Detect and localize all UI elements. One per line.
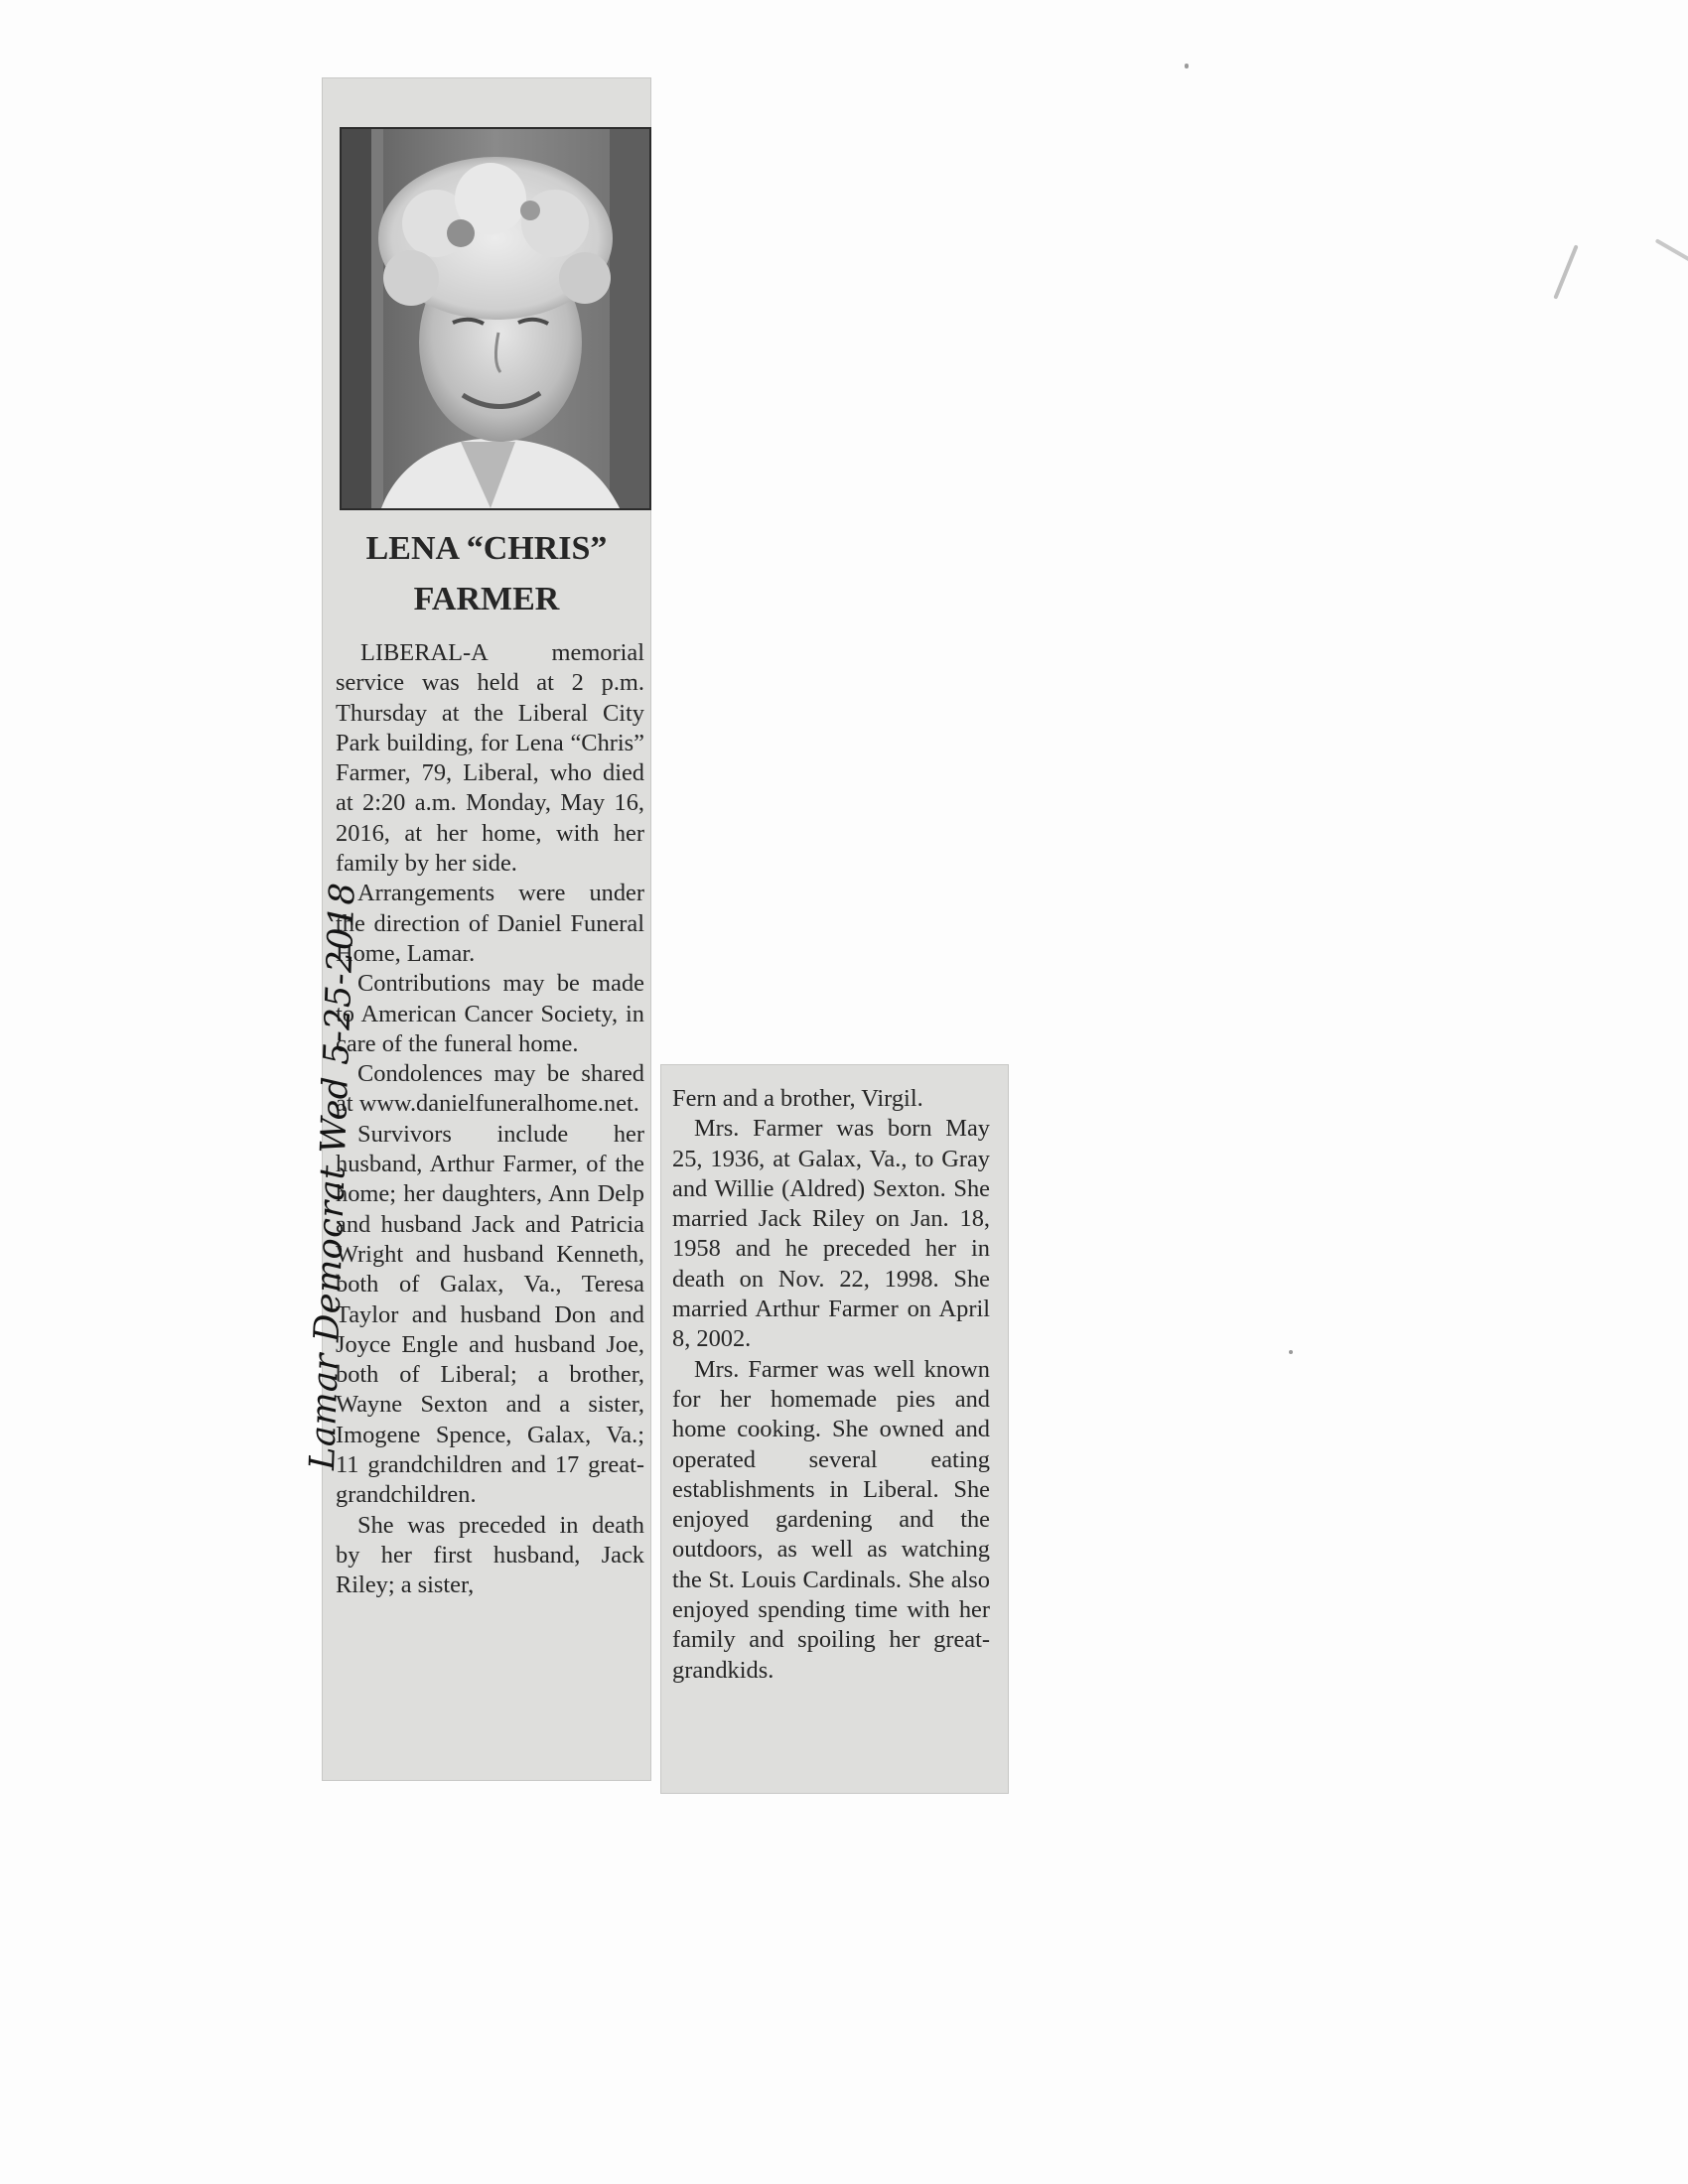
obituary-body-column-2	[672, 1084, 990, 1686]
obituary-body-column-1	[336, 638, 644, 1601]
portrait-photo	[340, 127, 651, 510]
paragraph-preceded-continued: Fern and a brother, Virgil.	[672, 1085, 923, 1112]
paragraph-arrangements: Arrangements were under the direction of Daniel Funeral Home, Lamar.	[336, 880, 644, 967]
paragraph-service: LIBERAL-A memorial service was held at 2 p.m. Thursday at the Liberal City Park building, for Lena “Chris” Farmer, 79, Liberal, who died at 2:20 a.m. Monday, May 16, 2016, at her home, with her family by her side.	[336, 639, 644, 878]
clipping-main-column	[322, 77, 651, 1781]
paragraph-condolences: Condolences may be shared at www.danielfuneralhome.net.	[336, 1060, 644, 1118]
paragraph-preceded: She was preceded in death by her first husband, Jack Riley; a sister,	[336, 1511, 644, 1599]
obituary-headline	[322, 523, 651, 624]
clipping-continuation-column	[660, 1064, 1009, 1794]
portrait-illustration	[342, 129, 649, 508]
scan-streak	[1655, 238, 1688, 261]
scan-speck	[1289, 1350, 1293, 1354]
paragraph-survivors: Survivors include her husband, Arthur Farmer, of the home; her daughters, Ann Delp and husband Jack and Patricia Wright and husband Kenneth, both of Galax, Va., Teresa Taylor and husband Don and Joyce Engle and husband Joe, both of Liberal; a brother, Wayne Sexton and a sister, Imogene Spence, Galax, Va.; 11 grandchildren and 17 great-grandchildren.	[336, 1120, 644, 1509]
paragraph-contributions: Contributions may be made to American Cancer Society, in care of the funeral home.	[336, 970, 644, 1057]
paragraph-interests: Mrs. Farmer was well known for her homemade pies and home cooking. She owned and operated several eating establishments in Liberal. She enjoyed gardening and the outdoors, as well as watching the St. Louis Cardinals. She also enjoyed spending time with her family and spoiling her great-grandkids.	[672, 1355, 990, 1684]
headline-line-2: FARMER	[413, 581, 560, 617]
paragraph-biography: Mrs. Farmer was born May 25, 1936, at Galax, Va., to Gray and Willie (Aldred) Sexton. She married Jack Riley on Jan. 18, 1958 and he preceded her in death on Nov. 22, 1998. She married Arthur Farmer on April 8, 2002.	[672, 1115, 990, 1353]
handwritten-source-note: Lamar Democrat Wed 5-25-2018	[303, 882, 363, 1471]
scan-speck	[1185, 64, 1189, 68]
scan-streak	[1553, 244, 1578, 299]
headline-line-1: LENA “CHRIS”	[365, 530, 608, 567]
